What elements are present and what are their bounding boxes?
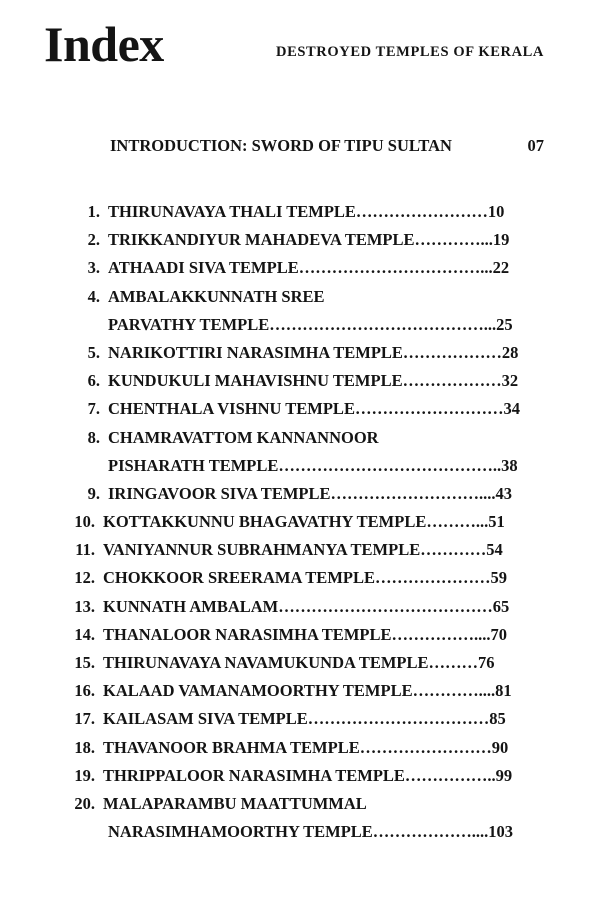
- table-of-contents: [0, 198, 600, 846]
- toc-entry: [0, 508, 600, 536]
- toc-entry-number: 2.: [87, 230, 100, 250]
- toc-entry-number: 3.: [87, 258, 100, 278]
- toc-entry-text: VANIYANNUR SUBRAHMANYA TEMPLE…………54: [103, 540, 503, 560]
- toc-entry-number: 9.: [87, 483, 100, 503]
- toc-entry: [0, 198, 600, 226]
- toc-entry: [0, 705, 600, 733]
- toc-entry-number: 4.: [87, 286, 100, 306]
- toc-entry-number: 19.: [74, 765, 95, 785]
- toc-introduction-label: INTRODUCTION: SWORD OF TIPU SULTAN: [110, 136, 452, 155]
- toc-entry: [0, 621, 600, 649]
- toc-entry: [0, 395, 600, 423]
- toc-entry-text: PARVATHY TEMPLE…………………………………...25: [108, 314, 513, 334]
- toc-entry-text: KOTTAKKUNNU BHAGAVATHY TEMPLE………...51: [103, 512, 505, 532]
- toc-entry-text: CHENTHALA VISHNU TEMPLE………………………34: [108, 399, 520, 419]
- toc-entry-text: KUNDUKULI MAHAVISHNU TEMPLE………………32: [108, 371, 519, 391]
- toc-entry-text: THIRUNAVAYA THALI TEMPLE……………………10: [108, 202, 505, 221]
- toc-entry-number: 6.: [87, 371, 100, 391]
- toc-entry-text: THRIPPALOOR NARASIMHA TEMPLE……………..99: [103, 765, 513, 785]
- running-header: DESTROYED TEMPLES OF KERALA: [276, 44, 544, 60]
- toc-entry-text: THIRUNAVAYA NAVAMUKUNDA TEMPLE………76: [103, 653, 495, 672]
- toc-entry: [0, 762, 600, 790]
- toc-entry: [0, 283, 600, 311]
- toc-entry: [0, 339, 600, 367]
- toc-entry-text: PISHARATH TEMPLE…………………………………..38: [108, 455, 518, 475]
- toc-entry-number: 8.: [87, 427, 100, 447]
- toc-entry: [0, 226, 600, 254]
- page-title: Index: [44, 16, 164, 72]
- toc-entry-text: CHAMRAVATTOM KANNANNOOR: [108, 427, 379, 447]
- toc-entry-number: 11.: [75, 540, 95, 560]
- toc-entry-number: 1.: [87, 202, 100, 221]
- toc-entry-continuation: [0, 452, 600, 480]
- toc-entry: [0, 564, 600, 592]
- toc-entry: [0, 593, 600, 621]
- toc-entry-text: THAVANOOR BRAHMA TEMPLE……………………90: [103, 737, 509, 757]
- toc-introduction-page: 07: [527, 136, 544, 155]
- toc-entry-text: NARIKOTTIRI NARASIMHA TEMPLE………………28: [108, 342, 519, 362]
- toc-entry-text: THANALOOR NARASIMHA TEMPLE……………....70: [103, 624, 507, 644]
- toc-entry: [0, 734, 600, 762]
- toc-entry-text: MALAPARAMBU MAATTUMMAL: [103, 793, 367, 813]
- toc-entry-number: 18.: [74, 737, 95, 757]
- toc-entry: [0, 677, 600, 705]
- toc-entry-text: KAILASAM SIVA TEMPLE……………………………85: [103, 709, 506, 729]
- toc-entry-text: AMBALAKKUNNATH SREE: [108, 286, 325, 306]
- toc-entry-number: 20.: [74, 793, 95, 813]
- toc-entry-number: 10.: [74, 512, 95, 532]
- toc-entry: [0, 480, 600, 508]
- toc-entry-number: 5.: [87, 342, 100, 362]
- toc-entry: [0, 536, 600, 564]
- toc-entry-number: 12.: [74, 568, 95, 588]
- toc-entry-number: 7.: [87, 399, 100, 419]
- toc-introduction: [110, 136, 544, 156]
- toc-entry-number: 16.: [74, 681, 95, 701]
- toc-entry-text: CHOKKOOR SREERAMA TEMPLE…………………59: [103, 568, 507, 588]
- toc-entry-continuation: [0, 311, 600, 339]
- toc-entry: [0, 254, 600, 282]
- toc-entry-number: 14.: [74, 624, 95, 644]
- toc-entry-number: 17.: [74, 709, 95, 729]
- toc-entry-text: IRINGAVOOR SIVA TEMPLE………………………....43: [108, 483, 512, 503]
- toc-entry-text: ATHAADI SIVA TEMPLE……………………………...22: [108, 258, 510, 278]
- toc-entry-continuation: [0, 818, 600, 846]
- toc-entry: [0, 790, 600, 818]
- toc-entry-number: 13.: [74, 596, 95, 616]
- toc-entry: [0, 424, 600, 452]
- toc-entry: [0, 649, 600, 677]
- toc-entry-text: KALAAD VAMANAMOORTHY TEMPLE…………....81: [103, 681, 512, 701]
- toc-entry-text: TRIKKANDIYUR MAHADEVA TEMPLE…………...19: [108, 230, 510, 250]
- toc-entry: [0, 367, 600, 395]
- toc-entry-number: 15.: [74, 653, 95, 672]
- toc-entry-text: NARASIMHAMOORTHY TEMPLE………………....103: [108, 822, 514, 842]
- toc-entry-text: KUNNATH AMBALAM…………………………………65: [103, 596, 510, 616]
